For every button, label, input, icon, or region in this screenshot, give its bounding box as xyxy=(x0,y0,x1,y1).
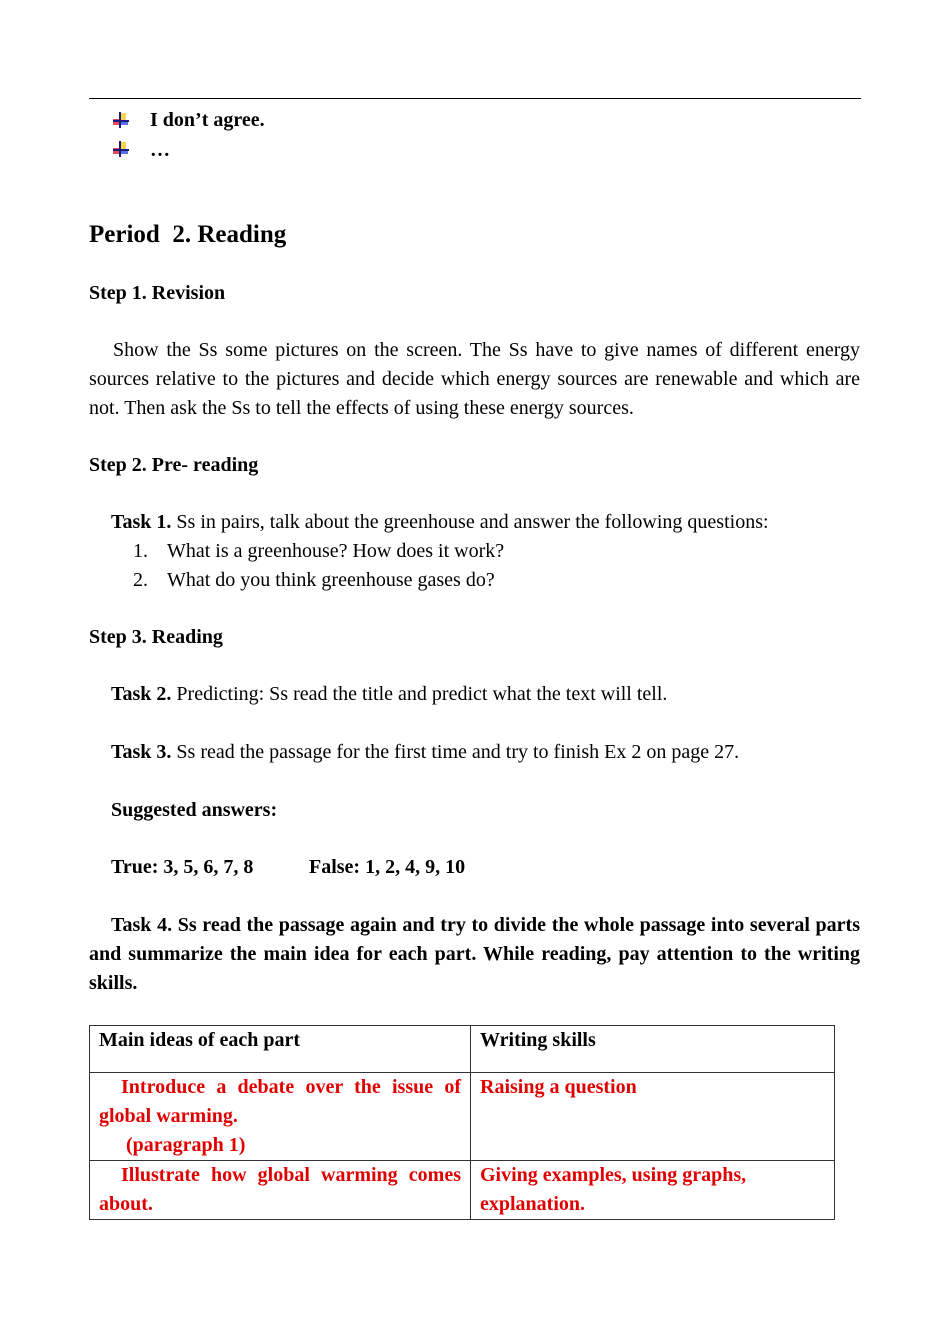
question-text: What is a greenhouse? How does it work? xyxy=(167,540,505,562)
table-cell-skill: Raising a question xyxy=(471,1073,835,1161)
table-header: Main ideas of each part xyxy=(90,1026,471,1073)
bullet-text: I don’t agree. xyxy=(150,109,265,131)
step3-title: Step 3. Reading xyxy=(89,626,223,648)
top-rule xyxy=(89,98,861,99)
table-header-row xyxy=(90,1026,835,1073)
bullet-text: … xyxy=(150,139,170,161)
period-title: Period 2. Reading xyxy=(89,221,287,248)
task1-label: Task 1. xyxy=(111,511,172,533)
table-header: Writing skills xyxy=(471,1026,835,1073)
false-answers: False: 1, 2, 4, 9, 10 xyxy=(309,856,466,878)
task2-text: Predicting: Ss read the title and predict what the text will tell. xyxy=(171,683,668,705)
question-2 xyxy=(133,566,495,595)
step2-title: Step 2. Pre- reading xyxy=(89,454,259,476)
table-cell-idea: Illustrate how global warming comes about. xyxy=(90,1161,471,1220)
table-row xyxy=(90,1161,835,1220)
task2-label: Task 2. xyxy=(111,683,172,705)
table-cell-idea xyxy=(90,1073,471,1161)
true-answers: True: 3, 5, 6, 7, 8 xyxy=(111,856,254,878)
main-ideas-table xyxy=(89,1025,835,1220)
table-row xyxy=(90,1073,835,1161)
idea-text: Introduce a debate over the issue of global warming. xyxy=(99,1076,461,1127)
step1-title: Step 1. Revision xyxy=(89,282,226,304)
task1 xyxy=(111,508,769,537)
bullet-icon xyxy=(112,112,130,128)
suggested-answers-label: Suggested answers: xyxy=(111,799,278,821)
task4: Task 4. Ss read the passage again and try to divide the whole passage into several parts and summarize the main idea for each part. While reading, pay attention to the writing skills. xyxy=(89,914,860,994)
bullet-icon xyxy=(112,141,130,157)
task3-label: Task 3. xyxy=(111,741,172,763)
table-cell-skill: Giving examples, using graphs, explanation. xyxy=(471,1161,835,1220)
task3 xyxy=(111,738,739,767)
question-1 xyxy=(133,537,505,566)
question-text: What do you think greenhouse gases do? xyxy=(167,569,495,591)
task2 xyxy=(111,680,667,709)
task3-text: Ss read the passage for the first time and try to finish Ex 2 on page 27. xyxy=(171,741,740,763)
question-number: 1. xyxy=(133,540,148,562)
idea-note: (paragraph 1) xyxy=(126,1134,246,1156)
question-number: 2. xyxy=(133,569,148,591)
task1-text: Ss in pairs, talk about the greenhouse and answer the following questions: xyxy=(171,511,769,533)
step1-text: Show the Ss some pictures on the screen. The Ss have to give names of different energy sources relative to the pictures and decide which energy sources are renewable and which are not. Then ask the Ss to tell the effects of using these energy sources. xyxy=(89,339,860,419)
